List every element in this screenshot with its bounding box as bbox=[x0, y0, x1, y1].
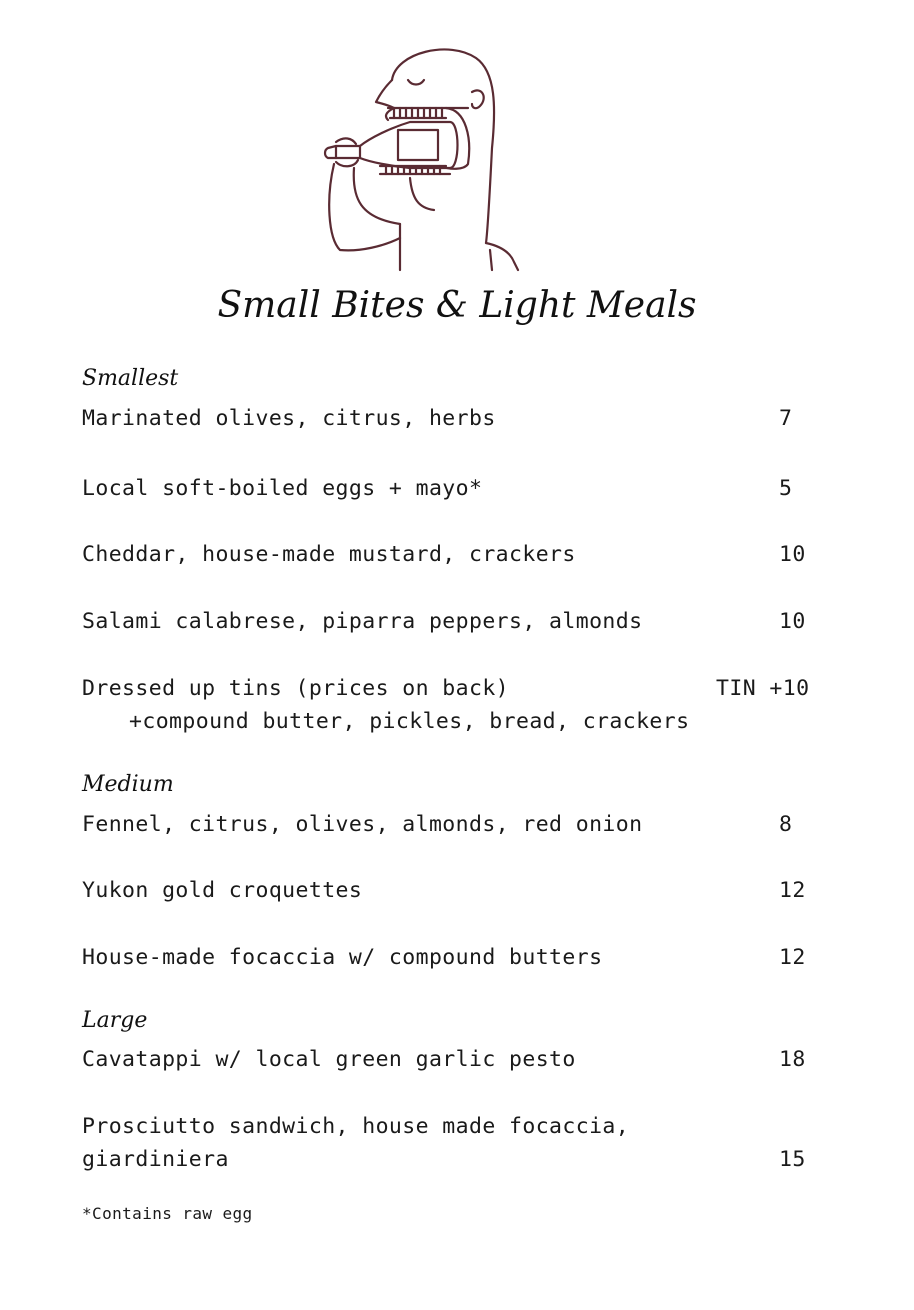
menu-item-price: 5 bbox=[779, 476, 793, 501]
menu-item-detail: +compound butter, pickles, bread, crackers bbox=[129, 709, 690, 734]
menu-item-name: Local soft-boiled eggs + mayo* bbox=[82, 476, 483, 501]
menu-item-price: 8 bbox=[779, 812, 793, 837]
menu-item-name-continued: giardiniera bbox=[82, 1147, 229, 1172]
menu-item-name: Dressed up tins (prices on back) bbox=[82, 676, 510, 701]
menu-item-name: Marinated olives, citrus, herbs bbox=[82, 406, 496, 431]
menu-item-name: Prosciutto sandwich, house made focaccia, bbox=[82, 1114, 630, 1139]
menu-title: Small Bites & Light Meals bbox=[217, 285, 697, 326]
man-drinking-bottle-illustration bbox=[300, 38, 540, 278]
menu-item-name: Yukon gold croquettes bbox=[82, 878, 363, 903]
menu-item-price: 15 bbox=[779, 1147, 806, 1172]
menu-item-price: 7 bbox=[779, 406, 793, 431]
section-heading-medium: Medium bbox=[82, 772, 174, 797]
menu-item-price: 12 bbox=[779, 945, 806, 970]
menu-item-name: Salami calabrese, piparra peppers, almonds bbox=[82, 609, 643, 634]
footnote: *Contains raw egg bbox=[82, 1204, 253, 1223]
menu-item-price: TIN +10 bbox=[716, 676, 810, 701]
menu-item-name: House-made focaccia w/ compound butters bbox=[82, 945, 603, 970]
menu-item-price: 10 bbox=[779, 609, 806, 634]
menu-item-price: 10 bbox=[779, 542, 806, 567]
menu-item-name: Fennel, citrus, olives, almonds, red onion bbox=[82, 812, 643, 837]
menu-item-name: Cheddar, house-made mustard, crackers bbox=[82, 542, 576, 567]
section-heading-smallest: Smallest bbox=[82, 366, 179, 391]
menu-item-name: Cavatappi w/ local green garlic pesto bbox=[82, 1047, 576, 1072]
menu-item-price: 18 bbox=[779, 1047, 806, 1072]
section-heading-large: Large bbox=[82, 1008, 148, 1033]
menu-item-price: 12 bbox=[779, 878, 806, 903]
